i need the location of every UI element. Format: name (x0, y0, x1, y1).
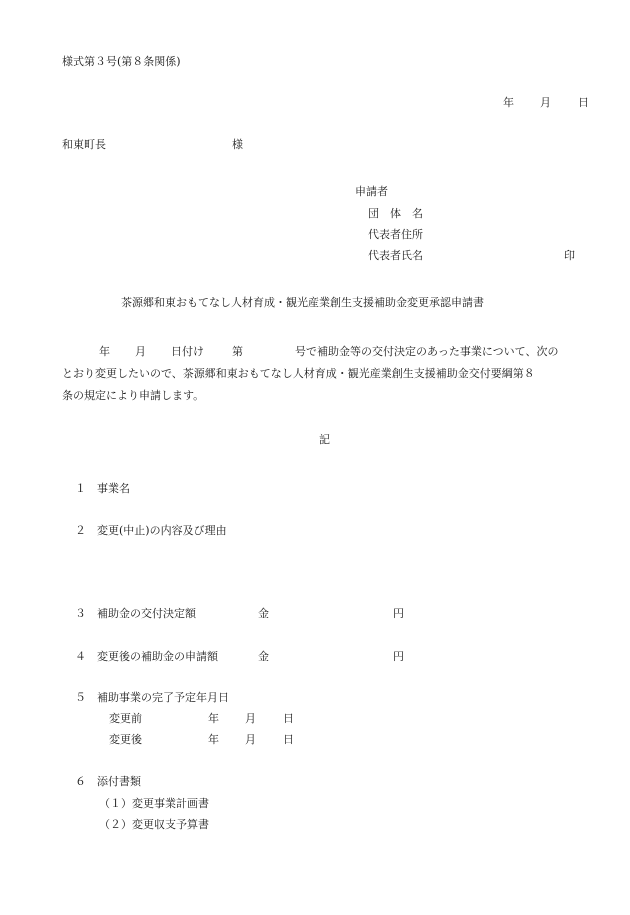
attachment-item: （１）変更事業計画書 (99, 797, 209, 810)
item6-number: ６ (75, 775, 86, 788)
applicant-heading: 申請者 (355, 185, 388, 198)
item3-yen: 円 (393, 607, 404, 620)
item4-yen: 円 (393, 650, 404, 663)
item5-label: 補助事業の完了予定年月日 (97, 691, 229, 704)
item6-label: 添付書類 (97, 775, 141, 788)
addressee-mayor: 和東町長 (62, 138, 106, 151)
attachment-item: （２）変更収支予算書 (99, 818, 209, 831)
item1-number: １ (75, 482, 86, 495)
item4-kin: 金 (258, 650, 269, 663)
item5-before-year: 年 (208, 712, 219, 725)
item5-before-day: 日 (283, 712, 294, 725)
item5-after-day: 日 (283, 733, 294, 746)
item2-number: ２ (75, 524, 86, 537)
body-no-prefix: 第 (232, 345, 243, 358)
item5-after-year: 年 (208, 733, 219, 746)
date-year: 年 (503, 96, 514, 109)
body-line3: 条の規定により申請します。 (62, 389, 205, 402)
item5-before-month: 月 (245, 712, 256, 725)
addressee-honorific: 様 (232, 138, 243, 151)
applicant-group-label: 団 体 名 (368, 207, 423, 220)
item4-label: 変更後の補助金の申請額 (97, 650, 218, 663)
document-title: 茶源郷和東おもてなし人材育成・観光産業創生支援補助金変更承認申請書 (121, 296, 484, 309)
item3-kin: 金 (258, 607, 269, 620)
body-month: 月 (135, 345, 146, 358)
body-line2: とおり変更したいので、茶源郷和東おもてなし人材育成・観光産業創生支援補助金交付要綱第８ (62, 367, 535, 380)
date-day: 日 (578, 96, 589, 109)
applicant-address-label: 代表者住所 (368, 228, 423, 241)
item2-label: 変更(中止)の内容及び理由 (97, 524, 227, 537)
ki-heading: 記 (319, 433, 330, 446)
date-month: 月 (540, 96, 551, 109)
item5-before-label: 変更前 (109, 712, 142, 725)
applicant-name-label: 代表者氏名 (368, 249, 423, 262)
item5-after-label: 変更後 (109, 733, 142, 746)
item3-label: 補助金の交付決定額 (97, 607, 196, 620)
item5-number: ５ (75, 691, 86, 704)
seal-mark: 印 (564, 249, 575, 262)
item1-label: 事業名 (97, 482, 130, 495)
item3-number: ３ (75, 607, 86, 620)
body-year: 年 (99, 345, 110, 358)
item4-number: ４ (75, 650, 86, 663)
form-number: 様式第３号(第８条関係) (62, 55, 181, 68)
body-dated: 日付け (171, 345, 204, 358)
item5-after-month: 月 (245, 733, 256, 746)
body-line1-text: 号で補助金等の交付決定のあった事業について、次の (295, 345, 559, 358)
